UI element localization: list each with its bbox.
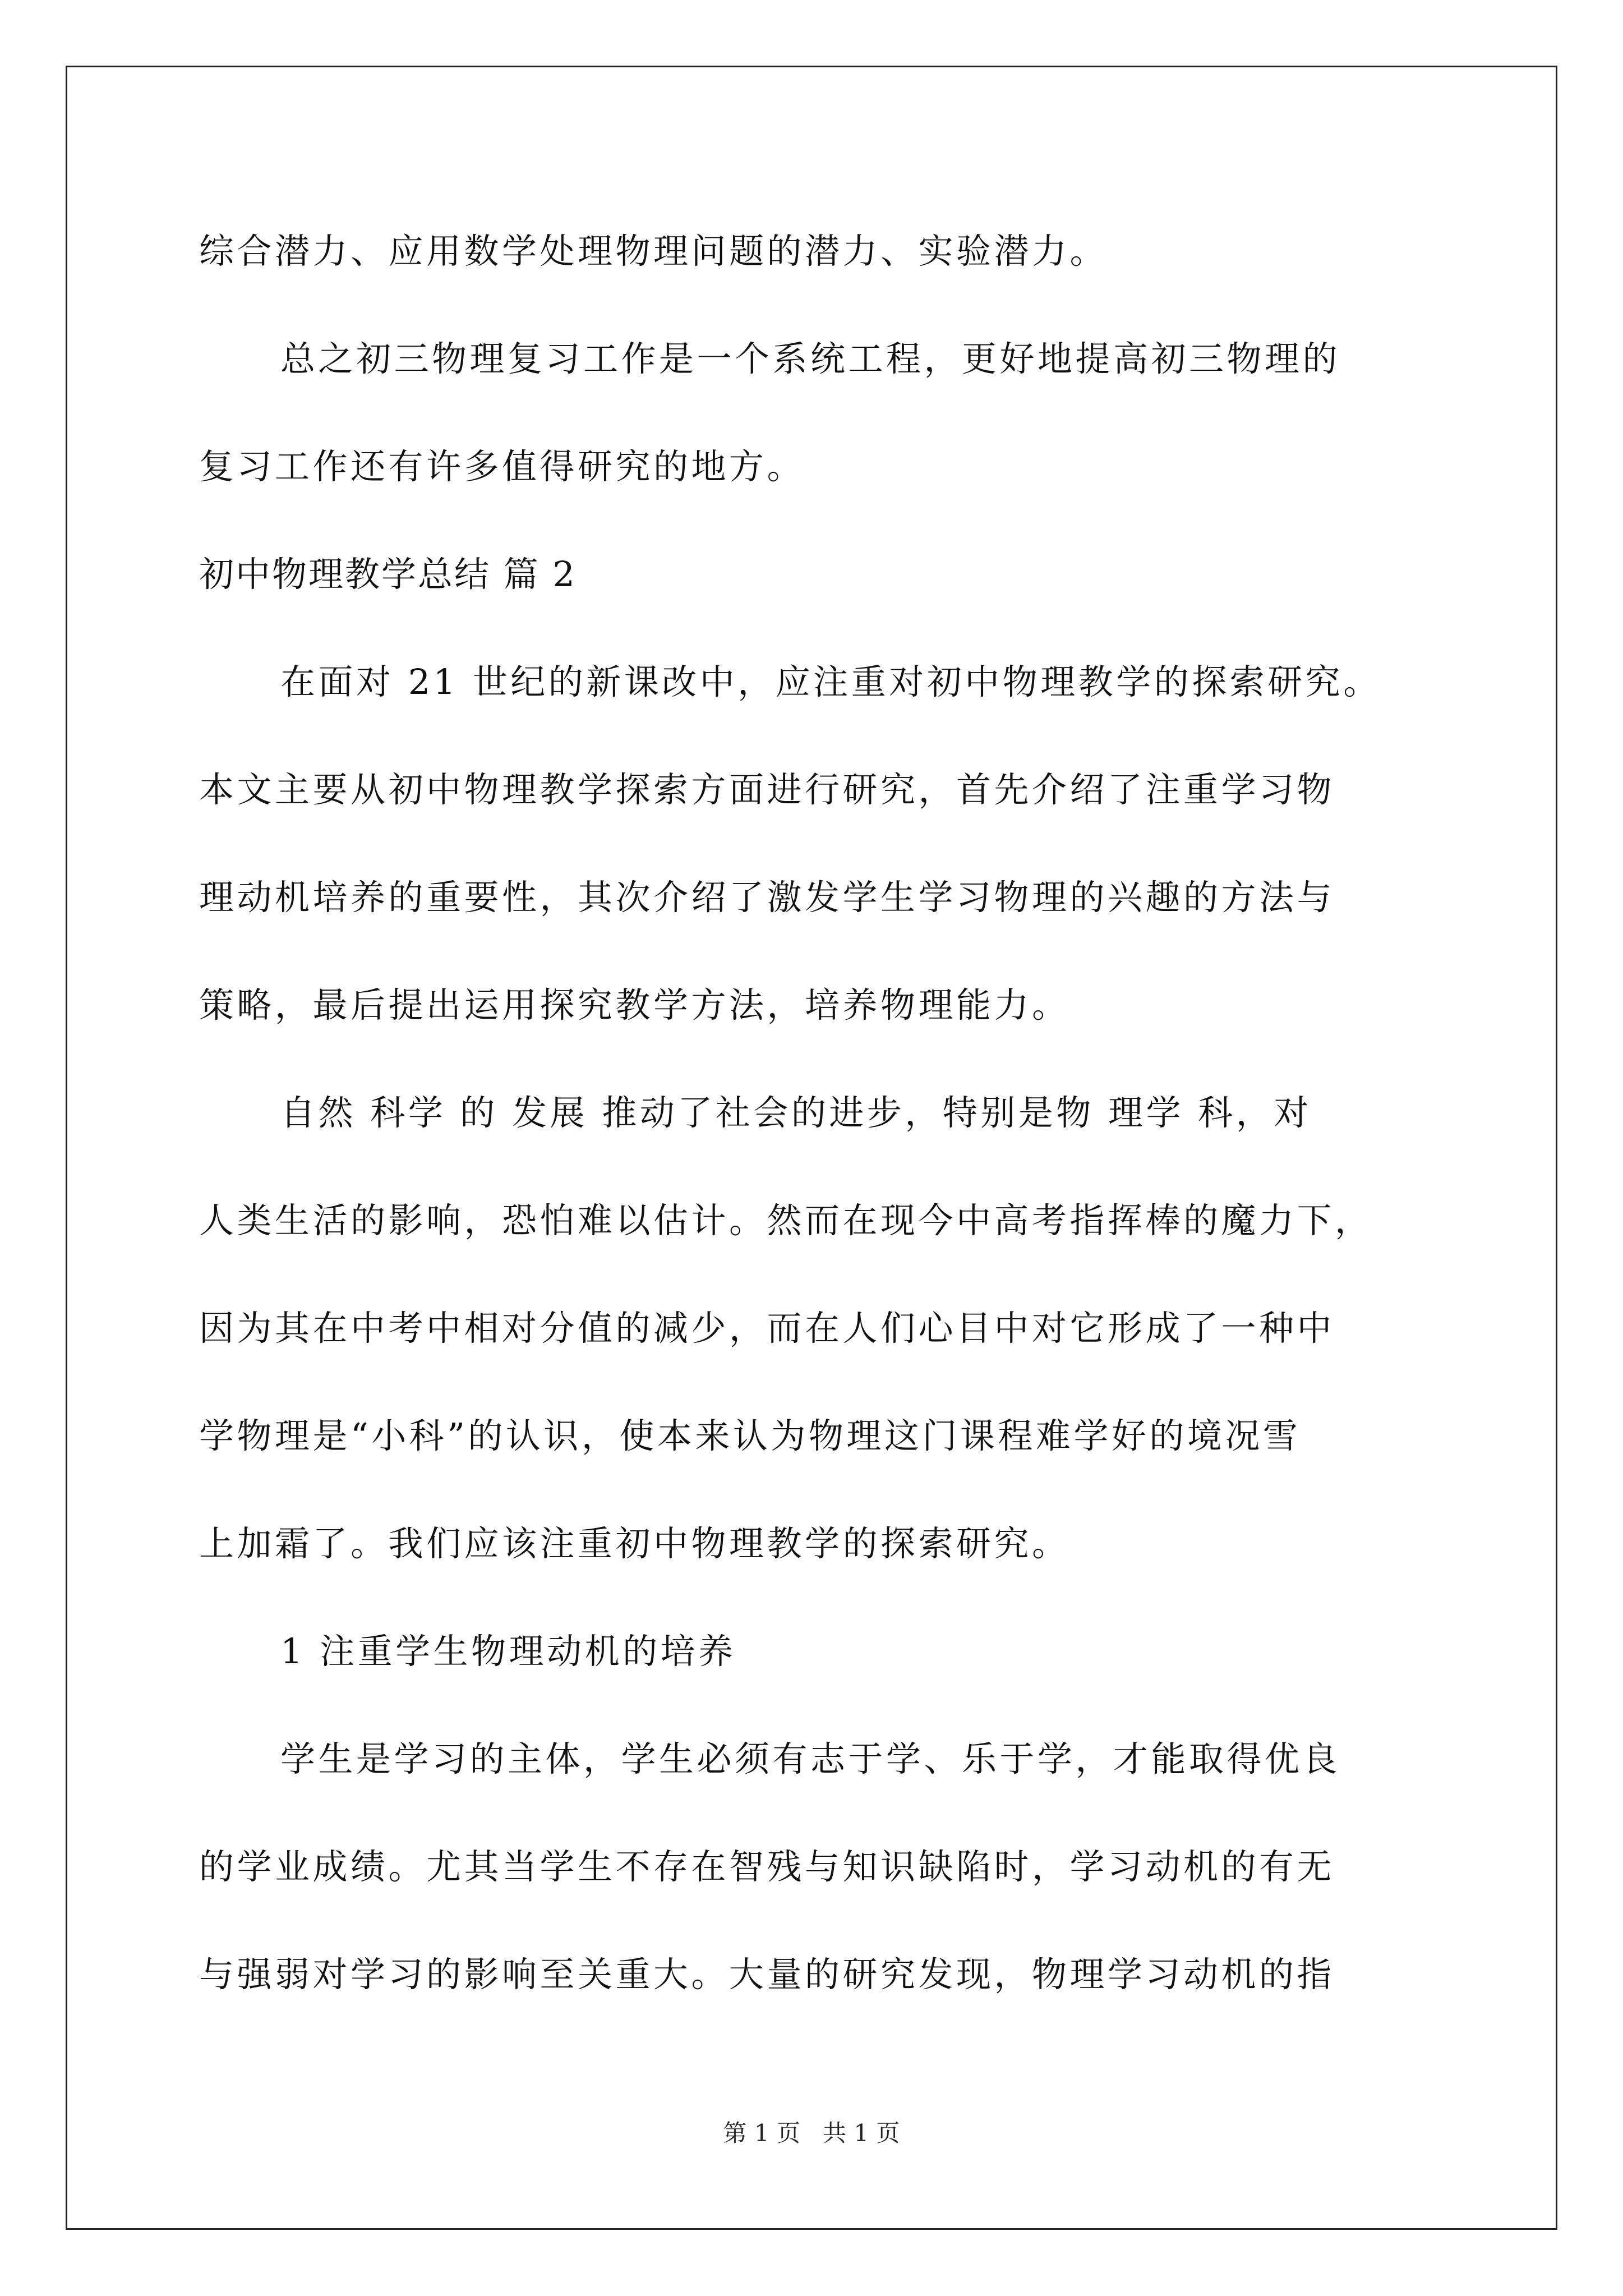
body-text-line: 与强弱对学习的影响至关重大。大量的研究发现，物理学习动机的指 (199, 1954, 1335, 1995)
body-text-line: 学生是学习的主体，学生必须有志于学、乐于学，才能取得优良 (280, 1738, 1341, 1779)
body-text-line: 理动机培养的重要性，其次介绍了激发学生学习物理的兴趣的方法与 (199, 877, 1335, 918)
page-border (66, 66, 1557, 2230)
body-text-line: 上加霜了。我们应该注重初中物理教学的探索研究。 (199, 1523, 1070, 1564)
page-footer: 第 1 页 共 1 页 (723, 2119, 900, 2147)
body-text-line: 综合潜力、应用数学处理物理问题的潜力、实验潜力。 (199, 231, 1108, 272)
body-text-line: 在面对 21 世纪的新课改中，应注重对初中物理教学的探索研究。 (280, 661, 1381, 702)
body-text-line: 人类生活的影响，恐怕难以估计。然而在现今中高考指挥棒的魔力下， (199, 1200, 1373, 1241)
body-text-line: 因为其在中考中相对分值的减少，而在人们心目中对它形成了一种中 (199, 1308, 1335, 1349)
body-text-line: 总之初三物理复习工作是一个系统工程，更好地提高初三物理的 (280, 338, 1341, 379)
body-text-line: 的学业成绩。尤其当学生不存在智残与知识缺陷时，学习动机的有无 (199, 1846, 1335, 1887)
section-heading: 初中物理教学总结 篇 2 (199, 554, 577, 595)
body-text-line: 策略，最后提出运用探究教学方法，培养物理能力。 (199, 984, 1070, 1025)
body-text-line: 本文主要从初中物理教学探索方面进行研究，首先介绍了注重学习物 (199, 769, 1335, 810)
body-text-line: 复习工作还有许多值得研究的地方。 (199, 446, 805, 487)
body-text-line: 学物理是“小科”的认识，使本来认为物理这门课程难学好的境况雪 (199, 1415, 1301, 1456)
subsection-heading: 1 注重学生物理动机的培养 (280, 1631, 736, 1672)
body-text-line: 自然 科学 的 发展 推动了社会的进步，特别是物 理学 科，对 (280, 1092, 1312, 1133)
